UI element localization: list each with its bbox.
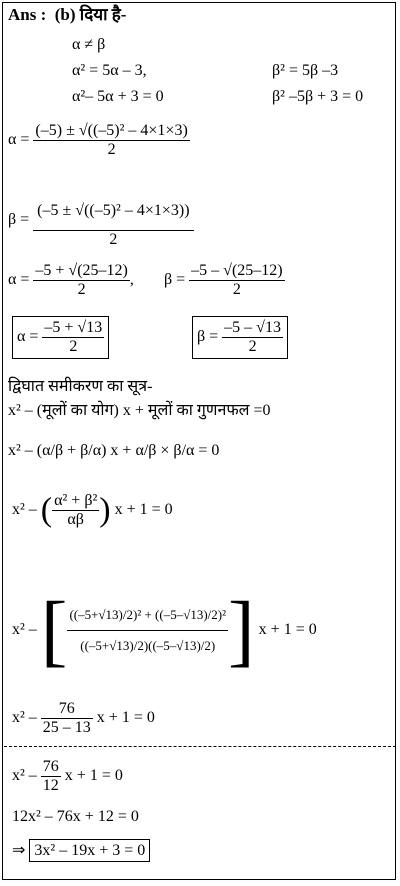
- step3-right: x + 1 = 0: [258, 621, 317, 639]
- beta-root-formula: [8, 192, 194, 249]
- step2-fraction: [52, 492, 99, 529]
- alpha-short-lhs: α =: [8, 271, 30, 289]
- beta-lhs: β =: [8, 211, 30, 229]
- step2-denominator: αβ: [52, 510, 99, 529]
- beta-short-lhs: β =: [164, 271, 186, 289]
- close-bracket: ]: [228, 586, 255, 675]
- beta-short-denominator: 2: [189, 280, 284, 299]
- close-paren: ): [99, 491, 111, 529]
- step3-denominator: ((–5+√13)/2)((–5–√13)/2): [67, 630, 228, 661]
- given-alpha-neq-beta: α ≠ β: [72, 36, 106, 53]
- step3-fraction: [67, 600, 228, 661]
- beta-fraction: [33, 192, 193, 249]
- step3-numerator: ((–5+√13)/2)² + ((–5–√13)/2)²: [69, 607, 227, 622]
- alpha-numerator: (–5) ± √((–5)² – 4×1×3): [35, 122, 188, 139]
- step2-numerator: α² + β²: [54, 492, 98, 509]
- step5-fraction: [41, 758, 61, 795]
- beta-box-lhs: β =: [197, 328, 219, 346]
- formula-heading: द्विघात समीकरण का सूत्र-: [8, 378, 153, 395]
- beta-box-denominator: 2: [222, 337, 283, 356]
- alpha-short-formula: α = $\frac{-5 + √(25-12)}{2}$ ,: [8, 262, 134, 298]
- formula-statement: x² – (मूलों का योग) x + मूलों का गुणनफल =0: [8, 402, 271, 419]
- beta-short-fraction: [189, 262, 284, 299]
- step-1: x² – (α/β + β/α) x + α/β × β/α = 0: [8, 442, 220, 459]
- step-5: [12, 758, 123, 795]
- answer-option: (b) दिया है-: [54, 5, 127, 24]
- beta-short-numerator: –5 – √(25–12): [191, 262, 283, 279]
- beta-short-formula: [164, 262, 285, 299]
- beta-box-numerator: –5 – √13: [224, 319, 281, 336]
- step-6: 12x² – 76x + 12 = 0: [12, 808, 139, 825]
- alpha-box-fraction: [42, 319, 104, 356]
- step4-left: x² –: [12, 709, 37, 727]
- alpha-root-formula: [8, 122, 190, 159]
- implies-arrow: ⇒: [12, 842, 26, 859]
- given-beta-quad: β² –5β + 3 = 0: [272, 88, 364, 105]
- alpha-box-denominator: 2: [42, 337, 104, 356]
- step-3: [12, 586, 317, 675]
- alpha-short-fraction: [33, 262, 129, 299]
- step5-numerator: 76: [42, 758, 59, 775]
- beta-numerator: (–5 ± √((–5)² – 4×1×3)): [37, 202, 190, 219]
- beta-box-fraction: [222, 319, 283, 356]
- beta-boxed-root: [192, 316, 288, 359]
- step-4: [12, 700, 155, 737]
- alpha-lhs: α =: [8, 131, 30, 149]
- step4-fraction: [41, 700, 93, 737]
- alpha-denominator: 2: [33, 140, 189, 159]
- step-2: [12, 492, 173, 529]
- step4-denominator: 25 – 13: [42, 719, 91, 736]
- alpha-short-numerator: –5 + √(25–12): [35, 262, 128, 279]
- step4-right: x + 1 = 0: [96, 709, 155, 727]
- step2-right: x + 1 = 0: [114, 501, 173, 519]
- final-answer-box: 3x² – 19x + 3 = 0: [29, 839, 150, 862]
- answer-label: Ans :: [8, 5, 47, 24]
- beta-denominator: 2: [33, 230, 193, 249]
- given-alpha-quad: α²– 5α + 3 = 0: [72, 88, 164, 105]
- step5-right: x + 1 = 0: [64, 767, 123, 785]
- given-beta-eq: β² = 5β –3: [272, 62, 339, 79]
- answer-header: [8, 6, 126, 24]
- divider: [4, 746, 396, 747]
- given-alpha-eq: α² = 5α – 3,: [72, 62, 147, 79]
- step5-left: x² –: [12, 767, 37, 785]
- open-paren: (: [40, 491, 53, 529]
- step3-left: x² –: [12, 621, 37, 639]
- open-bracket: [: [40, 586, 68, 675]
- step2-left: x² –: [12, 501, 37, 519]
- alpha-short-denominator: 2: [33, 280, 129, 299]
- alpha-box-lhs: α =: [17, 328, 39, 346]
- step5-denominator: 12: [42, 777, 59, 794]
- alpha-box-numerator: –5 + √13: [44, 319, 103, 336]
- alpha-boxed-root: [12, 316, 109, 359]
- final-answer-row: [12, 842, 150, 860]
- step4-numerator: 76: [58, 700, 75, 717]
- alpha-fraction: [33, 122, 189, 159]
